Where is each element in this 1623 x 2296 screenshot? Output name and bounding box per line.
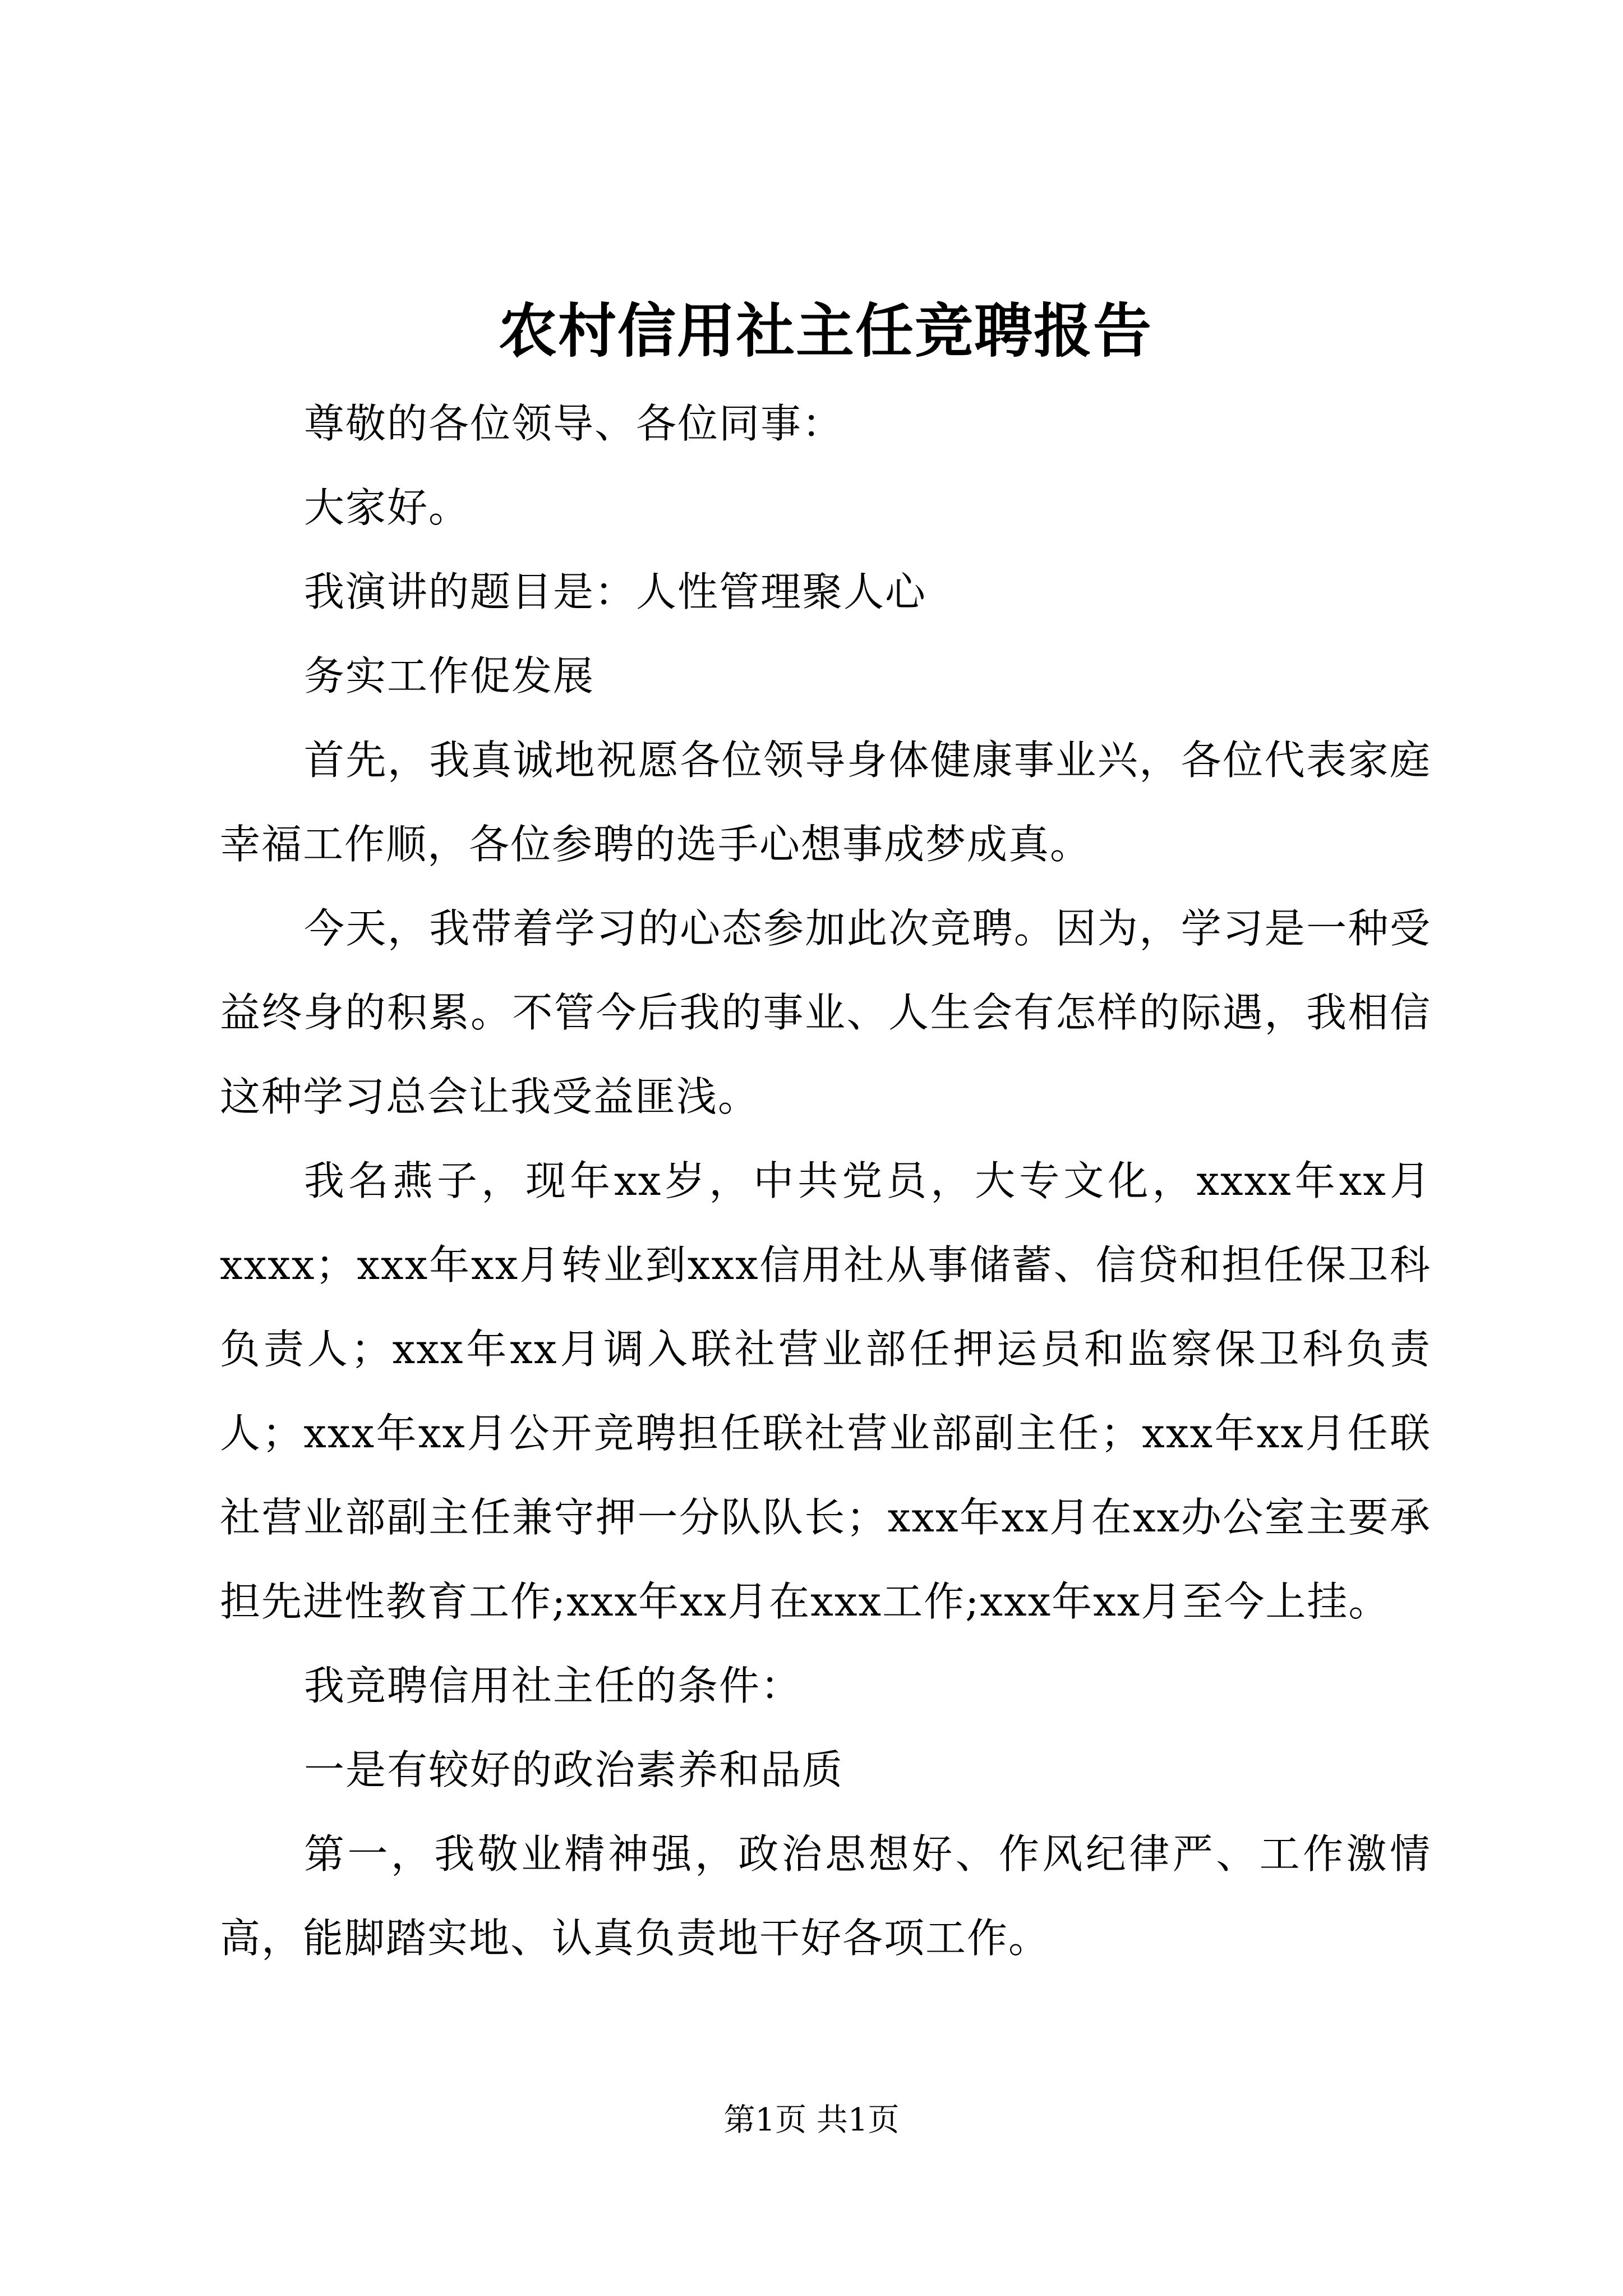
paragraph-salutation: 尊敬的各位领导、各位同事： xyxy=(304,400,844,447)
paragraph-learning: 今天，我带着学习的心态参加此次竞聘。因为，学习是一种受益终身的积累。不管今后我的事业、人生会有怎样的际遇，我相信这种学习总会让我受益匪浅。 xyxy=(220,905,1431,1120)
paragraph-biography: 我名燕子，现年xx岁，中共党员，大专文化，xxxx年xx月xxxx；xxx年xx月转业到xxx信用社从事储蓄、信贷和担任保卫科负责人；xxx年xx月调入联社营业部任押运员和监察保卫科负责人；xxx年xx月公开竞聘担任联社营业部副主任；xxx年xx月任联社营业部副主任兼守押一分队队长；xxx年xx月在xx办公室主要承担先进性教育工作;xxx年xx月在xxx工作;xxx年xx月至今上挂。 xyxy=(220,1157,1431,1625)
paragraph-condition-one: 一是有较好的政治素养和品质 xyxy=(304,1746,844,1793)
paragraph-first-point: 第一，我敬业精神强，政治思想好、作风纪律严、工作激情高，能脚踏实地、认真负责地干好各项工作。 xyxy=(220,1830,1431,1962)
paragraph-greeting: 大家好。 xyxy=(304,484,471,531)
page-footer: 第1页 共1页 xyxy=(723,2102,900,2138)
paragraph-topic-continued: 务实工作促发展 xyxy=(304,652,595,700)
paragraph-topic: 我演讲的题目是：人性管理聚人心 xyxy=(304,568,927,615)
paragraph-conditions: 我竞聘信用社主任的条件： xyxy=(304,1662,803,1709)
paragraph-wishes: 首先，我真诚地祝愿各位领导身体健康事业兴，各位代表家庭幸福工作顺，各位参聘的选手心想事成梦成真。 xyxy=(220,737,1431,868)
document-body xyxy=(220,280,1431,1980)
page-title: 农村信用社主任竞聘报告 xyxy=(498,296,1152,365)
